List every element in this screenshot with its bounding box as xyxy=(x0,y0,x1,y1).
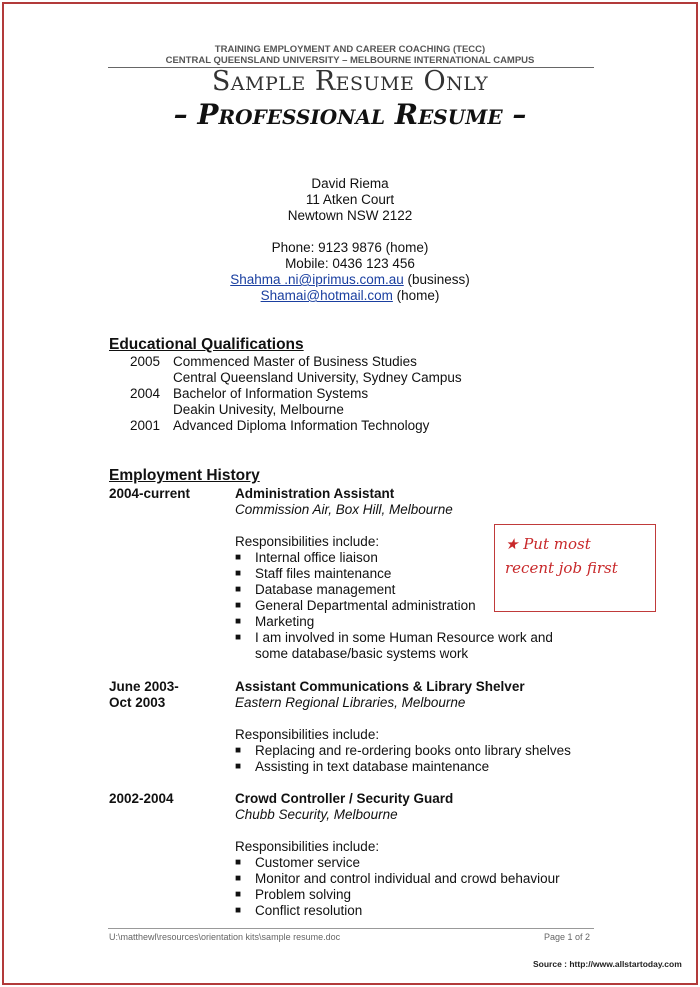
job-dates: June 2003- xyxy=(109,679,179,694)
job-bullet-item-continued: some database/basic systems work xyxy=(255,646,469,661)
contact-address-2: Newtown NSW 2122 xyxy=(287,208,413,223)
job-responsibilities-label: Responsibilities include: xyxy=(235,534,380,549)
bullet-icon: ■ xyxy=(235,584,242,595)
job-bullet-item: I am involved in some Human Resource work and xyxy=(255,630,553,645)
job-title: Crowd Controller / Security Guard xyxy=(235,791,454,806)
edu-line: Deakin Univesity, Melbourne xyxy=(173,402,344,417)
title-sample-resume: Sample Resume Only xyxy=(211,66,489,97)
annotation-line-2: recent job first xyxy=(505,559,618,577)
email-business-suffix: (business) xyxy=(403,272,470,287)
edu-line: Bachelor of Information Systems xyxy=(173,386,369,401)
bullet-icon: ■ xyxy=(235,873,242,884)
bullet-icon: ■ xyxy=(235,889,242,900)
job-bullet-item: Monitor and control individual and crowd behaviour xyxy=(255,871,560,886)
job-bullet-item: Internal office liaison xyxy=(255,550,378,565)
footer-page-number: Page 1 of 2 xyxy=(544,932,591,942)
edu-line: Commenced Master of Business Studies xyxy=(173,354,417,369)
job-title: Assistant Communications & Library Shelver xyxy=(235,679,525,694)
title-professional-resume: – Professional Resume – xyxy=(173,98,527,131)
footer-file-path: U:\matthewl\resources\orientation kits\sample resume.doc xyxy=(109,932,341,942)
email-home-suffix: (home) xyxy=(392,288,440,303)
edu-line: Advanced Diploma Information Technology xyxy=(173,418,430,433)
header-line-1: TRAINING EMPLOYMENT AND CAREER COACHING (TECC) xyxy=(214,44,486,55)
job-bullet-item: Marketing xyxy=(255,614,315,629)
job-bullet-item: Problem solving xyxy=(255,887,352,902)
edu-year: 2005 xyxy=(130,354,161,369)
source-credit: Source : http://www.allstartoday.com xyxy=(533,959,682,969)
job-dates: 2002-2004 xyxy=(109,791,174,806)
edu-year: 2001 xyxy=(130,418,161,433)
job-bullet-item: Replacing and re-ordering books onto library shelves xyxy=(255,743,571,758)
job-dates: Oct 2003 xyxy=(109,695,166,710)
job-bullet-item: Assisting in text database maintenance xyxy=(255,759,490,774)
job-company: Eastern Regional Libraries, Melbourne xyxy=(235,695,466,710)
edu-year: 2004 xyxy=(130,386,161,401)
employment-heading: Employment History xyxy=(109,467,260,484)
bullet-icon: ■ xyxy=(235,857,242,868)
email-business-link[interactable]: Shahma .ni@iprimus.com.au xyxy=(230,272,404,287)
job-title: Administration Assistant xyxy=(235,486,395,501)
bullet-icon: ■ xyxy=(235,568,242,579)
contact-email-business xyxy=(0,272,700,287)
job-company: Chubb Security, Melbourne xyxy=(235,807,398,822)
job-responsibilities-label: Responsibilities include: xyxy=(235,727,380,742)
bullet-icon: ■ xyxy=(235,761,242,772)
contact-address-1: 11 Atken Court xyxy=(305,192,395,207)
job-company: Commission Air, Box Hill, Melbourne xyxy=(235,502,453,517)
bullet-icon: ■ xyxy=(235,616,242,627)
job-bullet-item: Database management xyxy=(255,582,396,597)
contact-phone: Phone: 9123 9876 (home) xyxy=(271,240,429,255)
email-home-link[interactable]: Shamai@hotmail.com xyxy=(260,288,393,303)
job-dates: 2004-current xyxy=(109,486,191,501)
bullet-icon: ■ xyxy=(235,600,242,611)
job-bullet-item: General Departmental administration xyxy=(255,598,476,613)
annotation-box xyxy=(494,524,656,612)
job-bullet-item: Staff files maintenance xyxy=(255,566,392,581)
contact-name: David Riema xyxy=(311,176,389,191)
bullet-icon: ■ xyxy=(235,905,242,916)
contact-email-home xyxy=(0,288,700,303)
annotation-line-1: ★ Put most xyxy=(505,535,591,553)
contact-mobile: Mobile: 0436 123 456 xyxy=(285,256,415,271)
job-bullet-item: Customer service xyxy=(255,855,361,870)
bullet-icon: ■ xyxy=(235,552,242,563)
footer-divider xyxy=(108,928,594,929)
edu-line: Central Queensland University, Sydney Campus xyxy=(173,370,462,385)
header-line-2: CENTRAL QUEENSLAND UNIVERSITY – MELBOURNE INTERNATIONAL CAMPUS xyxy=(165,55,535,66)
bullet-icon: ■ xyxy=(235,632,242,643)
job-responsibilities-label: Responsibilities include: xyxy=(235,839,380,854)
education-heading: Educational Qualifications xyxy=(109,336,304,353)
job-bullet-item: Conflict resolution xyxy=(255,903,363,918)
bullet-icon: ■ xyxy=(235,745,242,756)
